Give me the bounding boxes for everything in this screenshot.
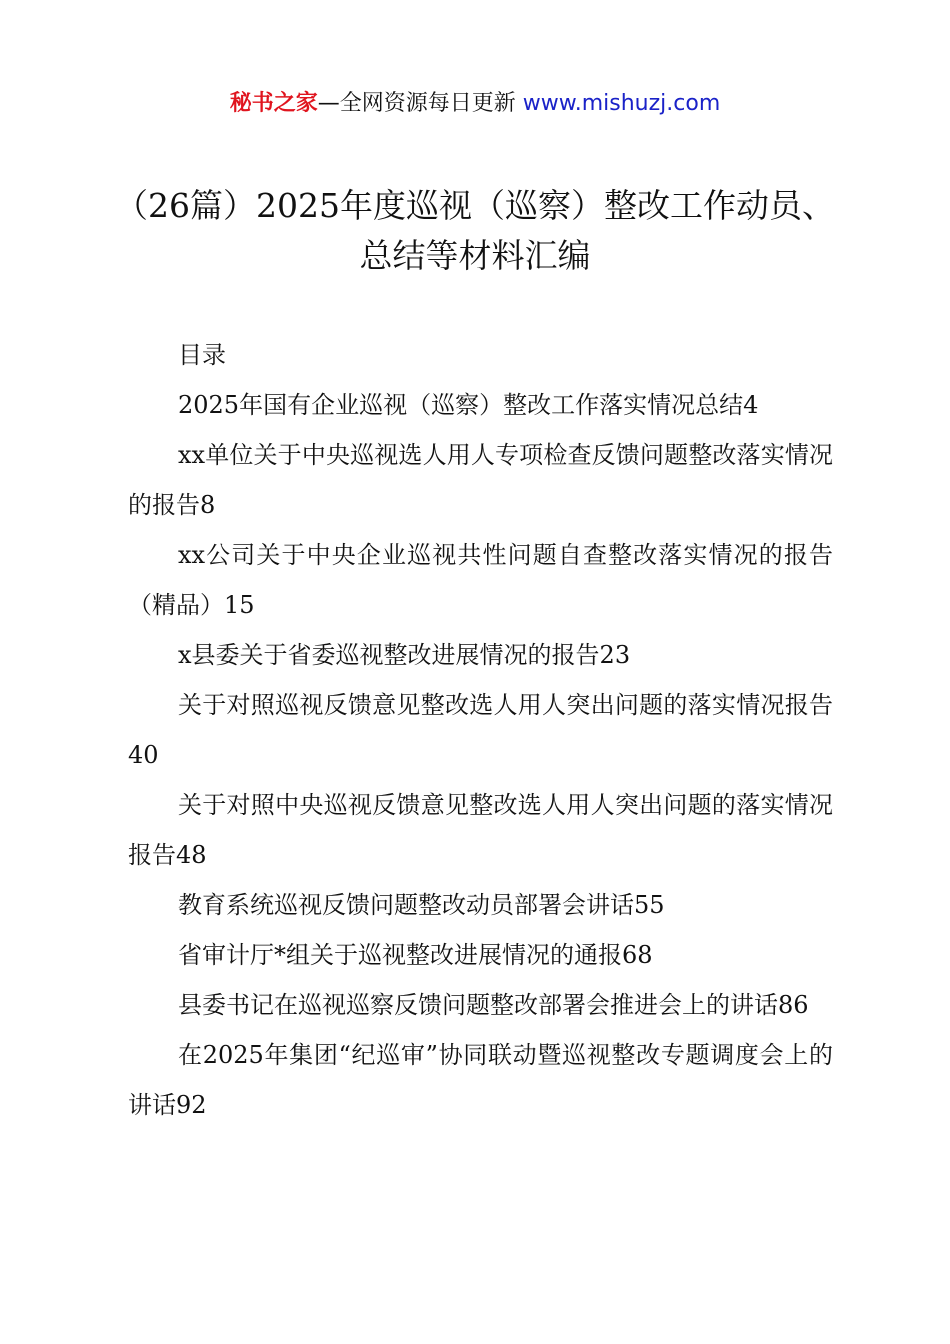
toc-entry-page: 48 [176,841,207,869]
toc-entry-title: 省审计厅*组关于巡视整改进展情况的通报 [178,941,622,969]
toc-entry[interactable] [128,930,833,980]
toc-entry[interactable] [128,530,833,630]
toc-entry-page: 15 [224,591,255,619]
toc-entry-page: 55 [634,891,665,919]
header-tagline: —全网资源每日更新 [317,91,523,116]
toc-entry-title: 关于对照中央巡视反馈意见整改选人用人突出问题的落实情况报告 [128,791,833,869]
toc-entry-page: 68 [622,941,653,969]
site-url-link[interactable]: www.mishuzj.com [522,91,721,116]
toc-entry[interactable] [128,980,833,1030]
toc-entry-page: 8 [200,491,216,519]
toc-entry[interactable] [128,780,833,880]
toc-entry-page: 23 [599,641,631,669]
toc-entry-page: 86 [778,991,809,1019]
table-of-contents [128,330,833,1130]
toc-entry-page: 40 [128,741,159,769]
toc-entry[interactable] [128,630,833,680]
toc-entry-title: xx单位关于中央巡视选人用人专项检查反馈问题整改落实情况的报告 [128,441,833,519]
brand-name: 秘书之家 [229,91,318,116]
toc-entry-title: 在2025年集团“纪巡审”协同联动暨巡视整改专题调度会上的讲话 [128,1041,833,1119]
toc-entry-title: xx公司关于中央企业巡视共性问题自查整改落实情况的报告（精品） [128,541,833,619]
toc-entry-title: x县委关于省委巡视整改进展情况的报告 [178,641,600,669]
toc-entry-title: 2025年国有企业巡视（巡察）整改工作落实情况总结 [178,391,744,419]
site-header [0,88,950,120]
toc-entry[interactable] [128,680,833,780]
toc-entry-title: 县委书记在巡视巡察反馈问题整改部署会推进会上的讲话 [178,991,778,1019]
toc-entry[interactable] [128,380,833,430]
toc-entry-page: 92 [176,1091,207,1119]
toc-entry[interactable] [128,1030,833,1130]
document-title: （26篇）2025年度巡视（巡察）整改工作动员、总结等材料汇编 [115,186,835,275]
toc-entry-title: 关于对照巡视反馈意见整改选人用人突出问题的落实情况报告 [178,691,833,719]
toc-entry[interactable] [128,430,833,530]
toc-entry[interactable] [128,880,833,930]
toc-entry-page: 4 [743,391,759,419]
toc-entry-title: 教育系统巡视反馈问题整改动员部署会讲话 [178,891,634,919]
toc-heading: 目录 [178,341,226,369]
